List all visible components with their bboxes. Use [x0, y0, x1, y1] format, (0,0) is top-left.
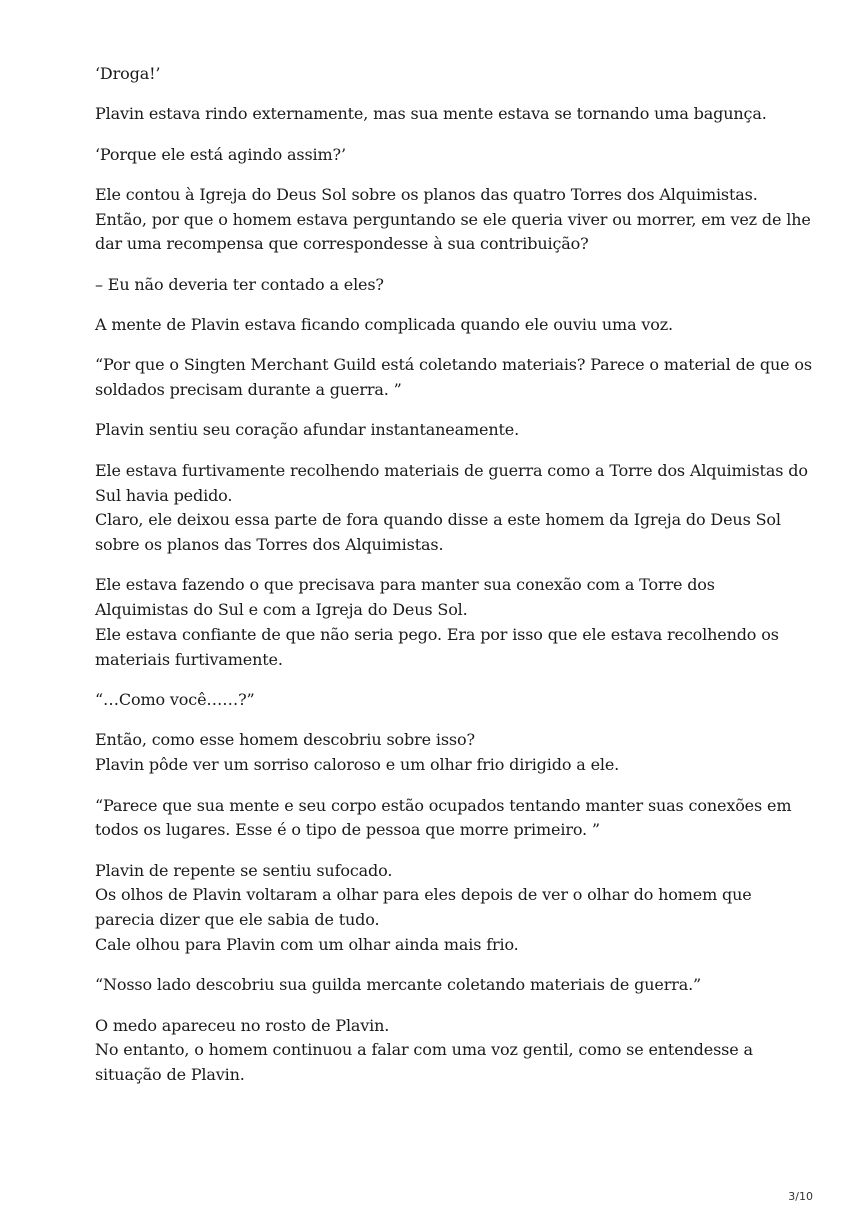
text-line: Plavin estava rindo externamente, mas sua mente estava se tornando uma bagunça. — [95, 104, 767, 124]
paragraph — [95, 794, 795, 844]
text-line: Claro, ele deixou essa parte de fora quando disse a este homem da Igreja do Deus Sol — [95, 510, 781, 530]
text-line: No entanto, o homem continuou a falar com uma voz gentil, como se entendesse a — [95, 1040, 753, 1060]
paragraph — [95, 183, 811, 257]
text-line: Sul havia pedido. — [95, 485, 233, 505]
text-line: Os olhos de Plavin voltaram a olhar para eles depois de ver o olhar do homem que — [95, 885, 752, 905]
text-line: dar uma recompensa que correspondesse à sua contribuição? — [95, 234, 589, 254]
paragraph — [95, 1014, 795, 1088]
text-line: “…Como você……?” — [95, 690, 255, 710]
paragraph — [95, 418, 795, 443]
text-line: ‘Porque ele está agindo assim?’ — [95, 144, 346, 164]
text-line: Então, por que o homem estava perguntando se ele queria viver ou morrer, em vez de lhe — [95, 209, 811, 229]
text-line: Alquimistas do Sul e com a Igreja do Deus Sol. — [95, 600, 468, 620]
text-line: parecia dizer que ele sabia de tudo. — [95, 910, 380, 930]
text-line: ‘Droga!’ — [95, 64, 161, 83]
paragraph — [95, 973, 795, 998]
text-line: materiais furtivamente. — [95, 649, 283, 669]
paragraph — [95, 573, 795, 672]
text-line: Cale olhou para Plavin com um olhar ainda mais frio. — [95, 935, 519, 955]
paragraph — [95, 728, 795, 778]
text-line: soldados precisam durante a guerra. ” — [95, 380, 402, 400]
text-line: A mente de Plavin estava ficando complicada quando ele ouviu uma voz. — [95, 315, 673, 335]
paragraph — [95, 688, 795, 713]
paragraph — [95, 353, 812, 403]
text-line: “Nosso lado descobriu sua guilda mercante coletando materiais de guerra.” — [95, 975, 702, 995]
text-line: Plavin sentiu seu coração afundar instantaneamente. — [95, 420, 520, 440]
paragraph — [95, 273, 795, 298]
paragraph — [95, 62, 795, 87]
text-line: Plavin de repente se sentiu sufocado. — [95, 860, 393, 880]
text-line: todos os lugares. Esse é o tipo de pessoa que morre primeiro. ” — [95, 820, 600, 840]
paragraph — [95, 102, 795, 127]
text-line: Ele estava furtivamente recolhendo materiais de guerra como a Torre dos Alquimistas do — [95, 460, 808, 480]
paragraph — [95, 313, 795, 338]
text-line: Plavin pôde ver um sorriso caloroso e um olhar frio dirigido a ele. — [95, 755, 620, 775]
text-line: “Parece que sua mente e seu corpo estão ocupados tentando manter suas conexões em — [95, 795, 792, 815]
paragraph — [95, 143, 795, 168]
text-line: Ele contou à Igreja do Deus Sol sobre os planos das quatro Torres dos Alquimistas. — [95, 184, 758, 204]
text-line: situação de Plavin. — [95, 1065, 245, 1085]
page-number: 3/10 — [788, 1190, 813, 1203]
text-line: O medo apareceu no rosto de Plavin. — [95, 1015, 390, 1035]
document-page — [95, 62, 812, 1104]
text-line: “Por que o Singten Merchant Guild está coletando materiais? Parece o material de que os — [95, 355, 812, 375]
text-line: Então, como esse homem descobriu sobre isso? — [95, 730, 475, 750]
text-line: Ele estava fazendo o que precisava para manter sua conexão com a Torre dos — [95, 575, 715, 595]
text-line: sobre os planos das Torres dos Alquimistas. — [95, 535, 444, 555]
paragraph — [95, 859, 795, 958]
text-line: – Eu não deveria ter contado a eles? — [95, 274, 384, 294]
paragraph — [95, 459, 808, 558]
text-line: Ele estava confiante de que não seria pego. Era por isso que ele estava recolhendo os — [95, 625, 779, 645]
